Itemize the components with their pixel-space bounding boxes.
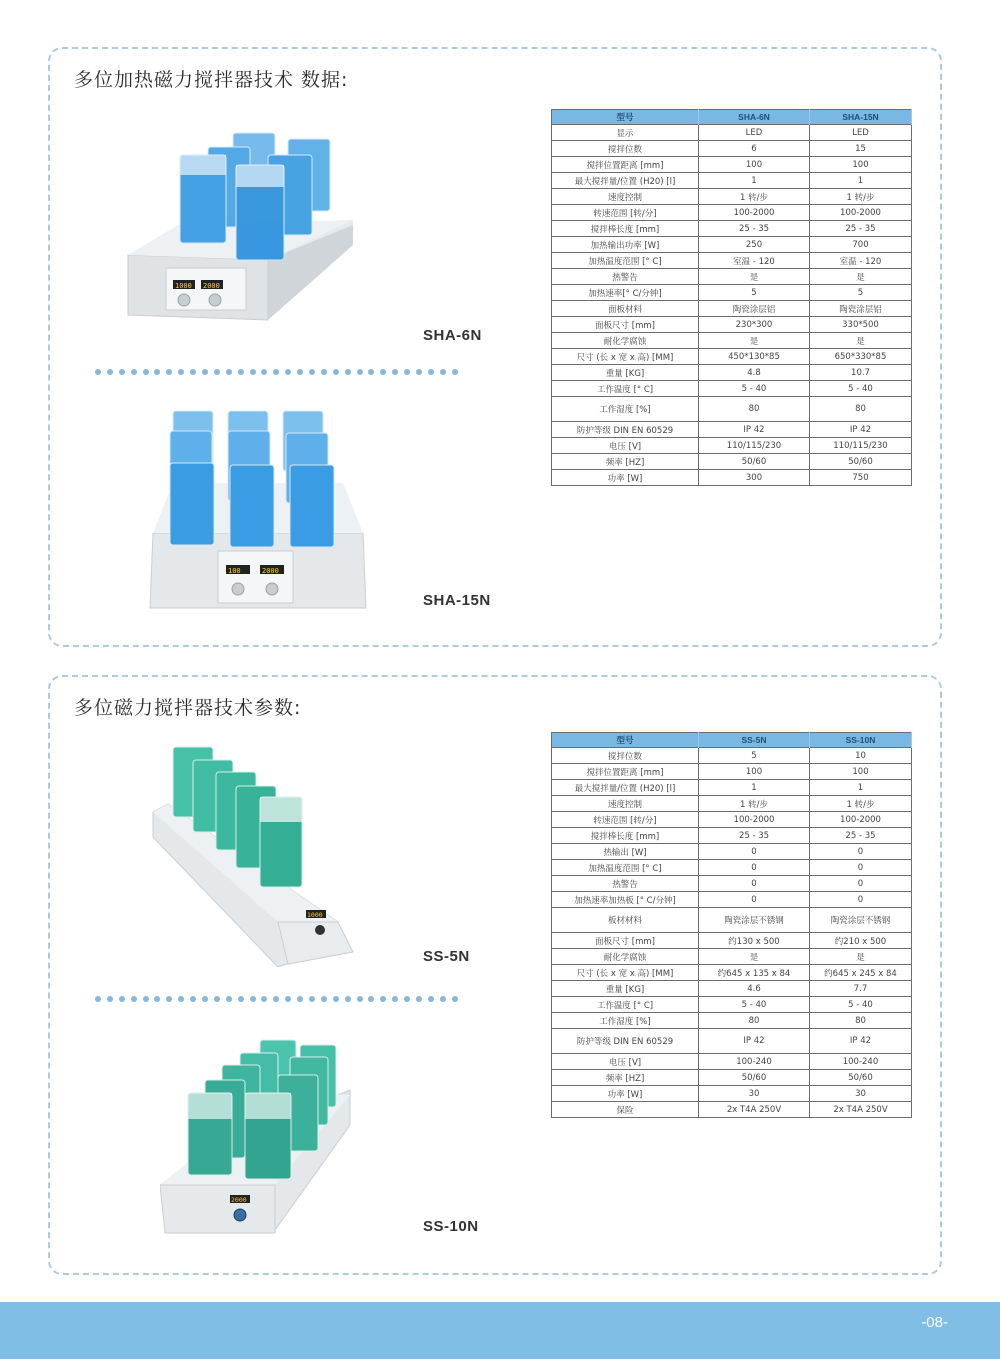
footer-band	[0, 1302, 1000, 1359]
product-image-sha-6n	[118, 125, 358, 325]
cell-value: IP 42	[699, 422, 810, 438]
table-row	[552, 301, 912, 317]
row-label: 防护等级 DIN EN 60529	[552, 1029, 699, 1054]
cell-value: 0	[699, 844, 810, 860]
cell-value: 是	[699, 333, 810, 349]
cell-value: 约645 x 245 x 84	[810, 965, 912, 981]
cell-value: 5	[699, 748, 810, 764]
cell-value: 25 - 35	[699, 221, 810, 237]
table-row	[552, 748, 912, 764]
table-row	[552, 892, 912, 908]
cell-value: 80	[810, 397, 912, 422]
table-row	[552, 269, 912, 285]
table-header-row	[552, 110, 912, 125]
table-row	[552, 125, 912, 141]
cell-value: 5	[699, 285, 810, 301]
cell-value: 5 - 40	[810, 997, 912, 1013]
model-label-sha-15n: SHA-15N	[423, 592, 491, 609]
cell-value: 100-240	[810, 1054, 912, 1070]
row-label: 耐化学腐蚀	[552, 333, 699, 349]
header-ss-10n: SS-10N	[810, 733, 912, 748]
row-label: 面板尺寸 [mm]	[552, 933, 699, 949]
cell-value: 80	[699, 397, 810, 422]
cell-value: 25 - 35	[699, 828, 810, 844]
row-label: 保险	[552, 1102, 699, 1118]
table-row	[552, 933, 912, 949]
row-label: 搅拌位数	[552, 748, 699, 764]
table-row	[552, 141, 912, 157]
cell-value: 1	[699, 780, 810, 796]
cell-value: 700	[810, 237, 912, 253]
row-label: 加热温度范围 [° C]	[552, 253, 699, 269]
row-label: 搅拌棒长度 [mm]	[552, 828, 699, 844]
cell-value: 50/60	[699, 1070, 810, 1086]
row-label: 搅拌位数	[552, 141, 699, 157]
cell-value: 0	[810, 860, 912, 876]
row-label: 面板材料	[552, 301, 699, 317]
cell-value: 约210 x 500	[810, 933, 912, 949]
row-label: 工作温度 [° C]	[552, 997, 699, 1013]
cell-value: 80	[699, 1013, 810, 1029]
row-label: 功率 [W]	[552, 1086, 699, 1102]
table-row	[552, 1029, 912, 1054]
table-row	[552, 438, 912, 454]
cell-value: 230*300	[699, 317, 810, 333]
table-row	[552, 949, 912, 965]
row-label: 电压 [V]	[552, 1054, 699, 1070]
cell-value: 约645 x 135 x 84	[699, 965, 810, 981]
row-label: 显示	[552, 125, 699, 141]
table-row	[552, 422, 912, 438]
svg-text:1000: 1000	[307, 911, 323, 919]
row-label: 频率 [HZ]	[552, 1070, 699, 1086]
cell-value: 是	[810, 333, 912, 349]
table-row	[552, 285, 912, 301]
table-row	[552, 454, 912, 470]
table-row	[552, 1013, 912, 1029]
table-row	[552, 205, 912, 221]
cell-value: 50/60	[699, 454, 810, 470]
cell-value: 300	[699, 470, 810, 486]
model-label-ss-10n: SS-10N	[423, 1218, 479, 1235]
cell-value: 30	[699, 1086, 810, 1102]
row-label: 速度控制	[552, 189, 699, 205]
cell-value: 5 - 40	[699, 381, 810, 397]
table-row	[552, 349, 912, 365]
cell-value: 1 转/步	[810, 189, 912, 205]
cell-value: 100	[699, 157, 810, 173]
cell-value: 100-2000	[810, 205, 912, 221]
product-image-ss-10n	[160, 1035, 360, 1235]
table-row	[552, 189, 912, 205]
table-row	[552, 333, 912, 349]
table-row	[552, 780, 912, 796]
cell-value: 4.6	[699, 981, 810, 997]
cell-value: IP 42	[699, 1029, 810, 1054]
row-label: 加热速率加热板 [° C/分钟]	[552, 892, 699, 908]
row-label: 搅拌位置距离 [mm]	[552, 764, 699, 780]
cell-value: 7.7	[810, 981, 912, 997]
table-row	[552, 908, 912, 933]
svg-text:100: 100	[228, 567, 241, 575]
table-header-row	[552, 733, 912, 748]
table-row	[552, 844, 912, 860]
row-label: 重量 [KG]	[552, 981, 699, 997]
row-label: 频率 [HZ]	[552, 454, 699, 470]
cell-value: 0	[810, 892, 912, 908]
cell-value: 6	[699, 141, 810, 157]
table-row	[552, 221, 912, 237]
cell-value: 100	[810, 764, 912, 780]
table-row	[552, 876, 912, 892]
row-label: 速度控制	[552, 796, 699, 812]
cell-value: 室温 - 120	[810, 253, 912, 269]
row-label: 转速范围 [转/分]	[552, 205, 699, 221]
cell-value: LED	[810, 125, 912, 141]
cell-value: LED	[699, 125, 810, 141]
cell-value: 1	[810, 173, 912, 189]
cell-value: 1	[699, 173, 810, 189]
cell-value: 是	[810, 949, 912, 965]
cell-value: 100-2000	[699, 205, 810, 221]
cell-value: 5 - 40	[699, 997, 810, 1013]
table-row	[552, 237, 912, 253]
cell-value: 10.7	[810, 365, 912, 381]
row-label: 板材材料	[552, 908, 699, 933]
header-ss-5n: SS-5N	[699, 733, 810, 748]
cell-value: IP 42	[810, 1029, 912, 1054]
row-label: 工作温度 [° C]	[552, 381, 699, 397]
cell-value: 330*500	[810, 317, 912, 333]
cell-value: 100	[699, 764, 810, 780]
cell-value: 1 转/步	[810, 796, 912, 812]
cell-value: 是	[699, 269, 810, 285]
cell-value: 4.8	[699, 365, 810, 381]
cell-value: 约130 x 500	[699, 933, 810, 949]
header-model: 型号	[552, 733, 699, 748]
table-row	[552, 397, 912, 422]
table-row	[552, 860, 912, 876]
cell-value: 15	[810, 141, 912, 157]
table-row	[552, 828, 912, 844]
cell-value: 450*130*85	[699, 349, 810, 365]
dotted-divider	[95, 369, 458, 375]
cell-value: 0	[699, 876, 810, 892]
row-label: 加热温度范围 [° C]	[552, 860, 699, 876]
cell-value: 2x T4A 250V	[699, 1102, 810, 1118]
cell-value: 25 - 35	[810, 221, 912, 237]
cell-value: 陶瓷涂层不锈钢	[810, 908, 912, 933]
table-row	[552, 796, 912, 812]
svg-text:2000: 2000	[231, 1196, 247, 1204]
dotted-divider	[95, 996, 458, 1002]
row-label: 热输出 [W]	[552, 844, 699, 860]
row-label: 加热输出功率 [W]	[552, 237, 699, 253]
row-label: 加热速率[° C/分钟]	[552, 285, 699, 301]
row-label: 重量 [KG]	[552, 365, 699, 381]
cell-value: IP 42	[810, 422, 912, 438]
table-row	[552, 1086, 912, 1102]
cell-value: 30	[810, 1086, 912, 1102]
cell-value: 0	[699, 892, 810, 908]
cell-value: 750	[810, 470, 912, 486]
table-row	[552, 997, 912, 1013]
cell-value: 10	[810, 748, 912, 764]
svg-text:2000: 2000	[262, 567, 279, 575]
cell-value: 1 转/步	[699, 189, 810, 205]
cell-value: 110/115/230	[810, 438, 912, 454]
table-row	[552, 470, 912, 486]
row-label: 转速范围 [转/分]	[552, 812, 699, 828]
cell-value: 100-2000	[699, 812, 810, 828]
cell-value: 250	[699, 237, 810, 253]
table-row	[552, 764, 912, 780]
cell-value: 80	[810, 1013, 912, 1029]
table-row	[552, 365, 912, 381]
svg-text:1000: 1000	[175, 282, 192, 290]
page-number: -08-	[921, 1314, 948, 1331]
table-row	[552, 981, 912, 997]
row-label: 功率 [W]	[552, 470, 699, 486]
table-row	[552, 253, 912, 269]
cell-value: 100-240	[699, 1054, 810, 1070]
product-image-ss-5n	[148, 742, 358, 967]
table-row	[552, 317, 912, 333]
section-title: 多位加热磁力搅拌器技术 数据:	[74, 69, 349, 91]
section-title: 多位磁力搅拌器技术参数:	[74, 697, 302, 719]
cell-value: 是	[810, 269, 912, 285]
cell-value: 0	[810, 844, 912, 860]
model-label-sha-6n: SHA-6N	[423, 327, 482, 344]
header-model: 型号	[552, 110, 699, 125]
table-row	[552, 1054, 912, 1070]
row-label: 最大搅拌量/位置 (H20) [l]	[552, 780, 699, 796]
row-label: 防护等级 DIN EN 60529	[552, 422, 699, 438]
cell-value: 100-2000	[810, 812, 912, 828]
row-label: 耐化学腐蚀	[552, 949, 699, 965]
row-label: 电压 [V]	[552, 438, 699, 454]
cell-value: 100	[810, 157, 912, 173]
header-sha-6n: SHA-6N	[699, 110, 810, 125]
row-label: 热警告	[552, 876, 699, 892]
cell-value: 5	[810, 285, 912, 301]
cell-value: 2x T4A 250V	[810, 1102, 912, 1118]
row-label: 尺寸 (长 x 宽 x 高) [MM]	[552, 965, 699, 981]
cell-value: 0	[810, 876, 912, 892]
row-label: 最大搅拌量/位置 (H20) [l]	[552, 173, 699, 189]
cell-value: 室温 - 120	[699, 253, 810, 269]
product-image-sha-15n	[148, 403, 370, 613]
table-row	[552, 812, 912, 828]
cell-value: 50/60	[810, 454, 912, 470]
table-row	[552, 173, 912, 189]
table-row	[552, 1070, 912, 1086]
table-row	[552, 157, 912, 173]
cell-value: 5 - 40	[810, 381, 912, 397]
cell-value: 110/115/230	[699, 438, 810, 454]
cell-value: 0	[699, 860, 810, 876]
spec-table-stirrers	[551, 732, 912, 1118]
row-label: 热警告	[552, 269, 699, 285]
cell-value: 1 转/步	[699, 796, 810, 812]
cell-value: 陶瓷涂层铝	[810, 301, 912, 317]
table-row	[552, 1102, 912, 1118]
row-label: 尺寸 (长 x 宽 x 高) [MM]	[552, 349, 699, 365]
header-sha-15n: SHA-15N	[810, 110, 912, 125]
cell-value: 陶瓷涂层不锈钢	[699, 908, 810, 933]
cell-value: 50/60	[810, 1070, 912, 1086]
table-row	[552, 381, 912, 397]
cell-value: 25 - 35	[810, 828, 912, 844]
model-label-ss-5n: SS-5N	[423, 948, 470, 965]
cell-value: 陶瓷涂层铝	[699, 301, 810, 317]
svg-text:2000: 2000	[203, 282, 220, 290]
row-label: 工作湿度 [%]	[552, 1013, 699, 1029]
spec-table-heated	[551, 109, 912, 486]
row-label: 工作湿度 [%]	[552, 397, 699, 422]
row-label: 搅拌位置距离 [mm]	[552, 157, 699, 173]
cell-value: 650*330*85	[810, 349, 912, 365]
cell-value: 是	[699, 949, 810, 965]
cell-value: 1	[810, 780, 912, 796]
row-label: 面板尺寸 [mm]	[552, 317, 699, 333]
table-row	[552, 965, 912, 981]
row-label: 搅拌棒长度 [mm]	[552, 221, 699, 237]
